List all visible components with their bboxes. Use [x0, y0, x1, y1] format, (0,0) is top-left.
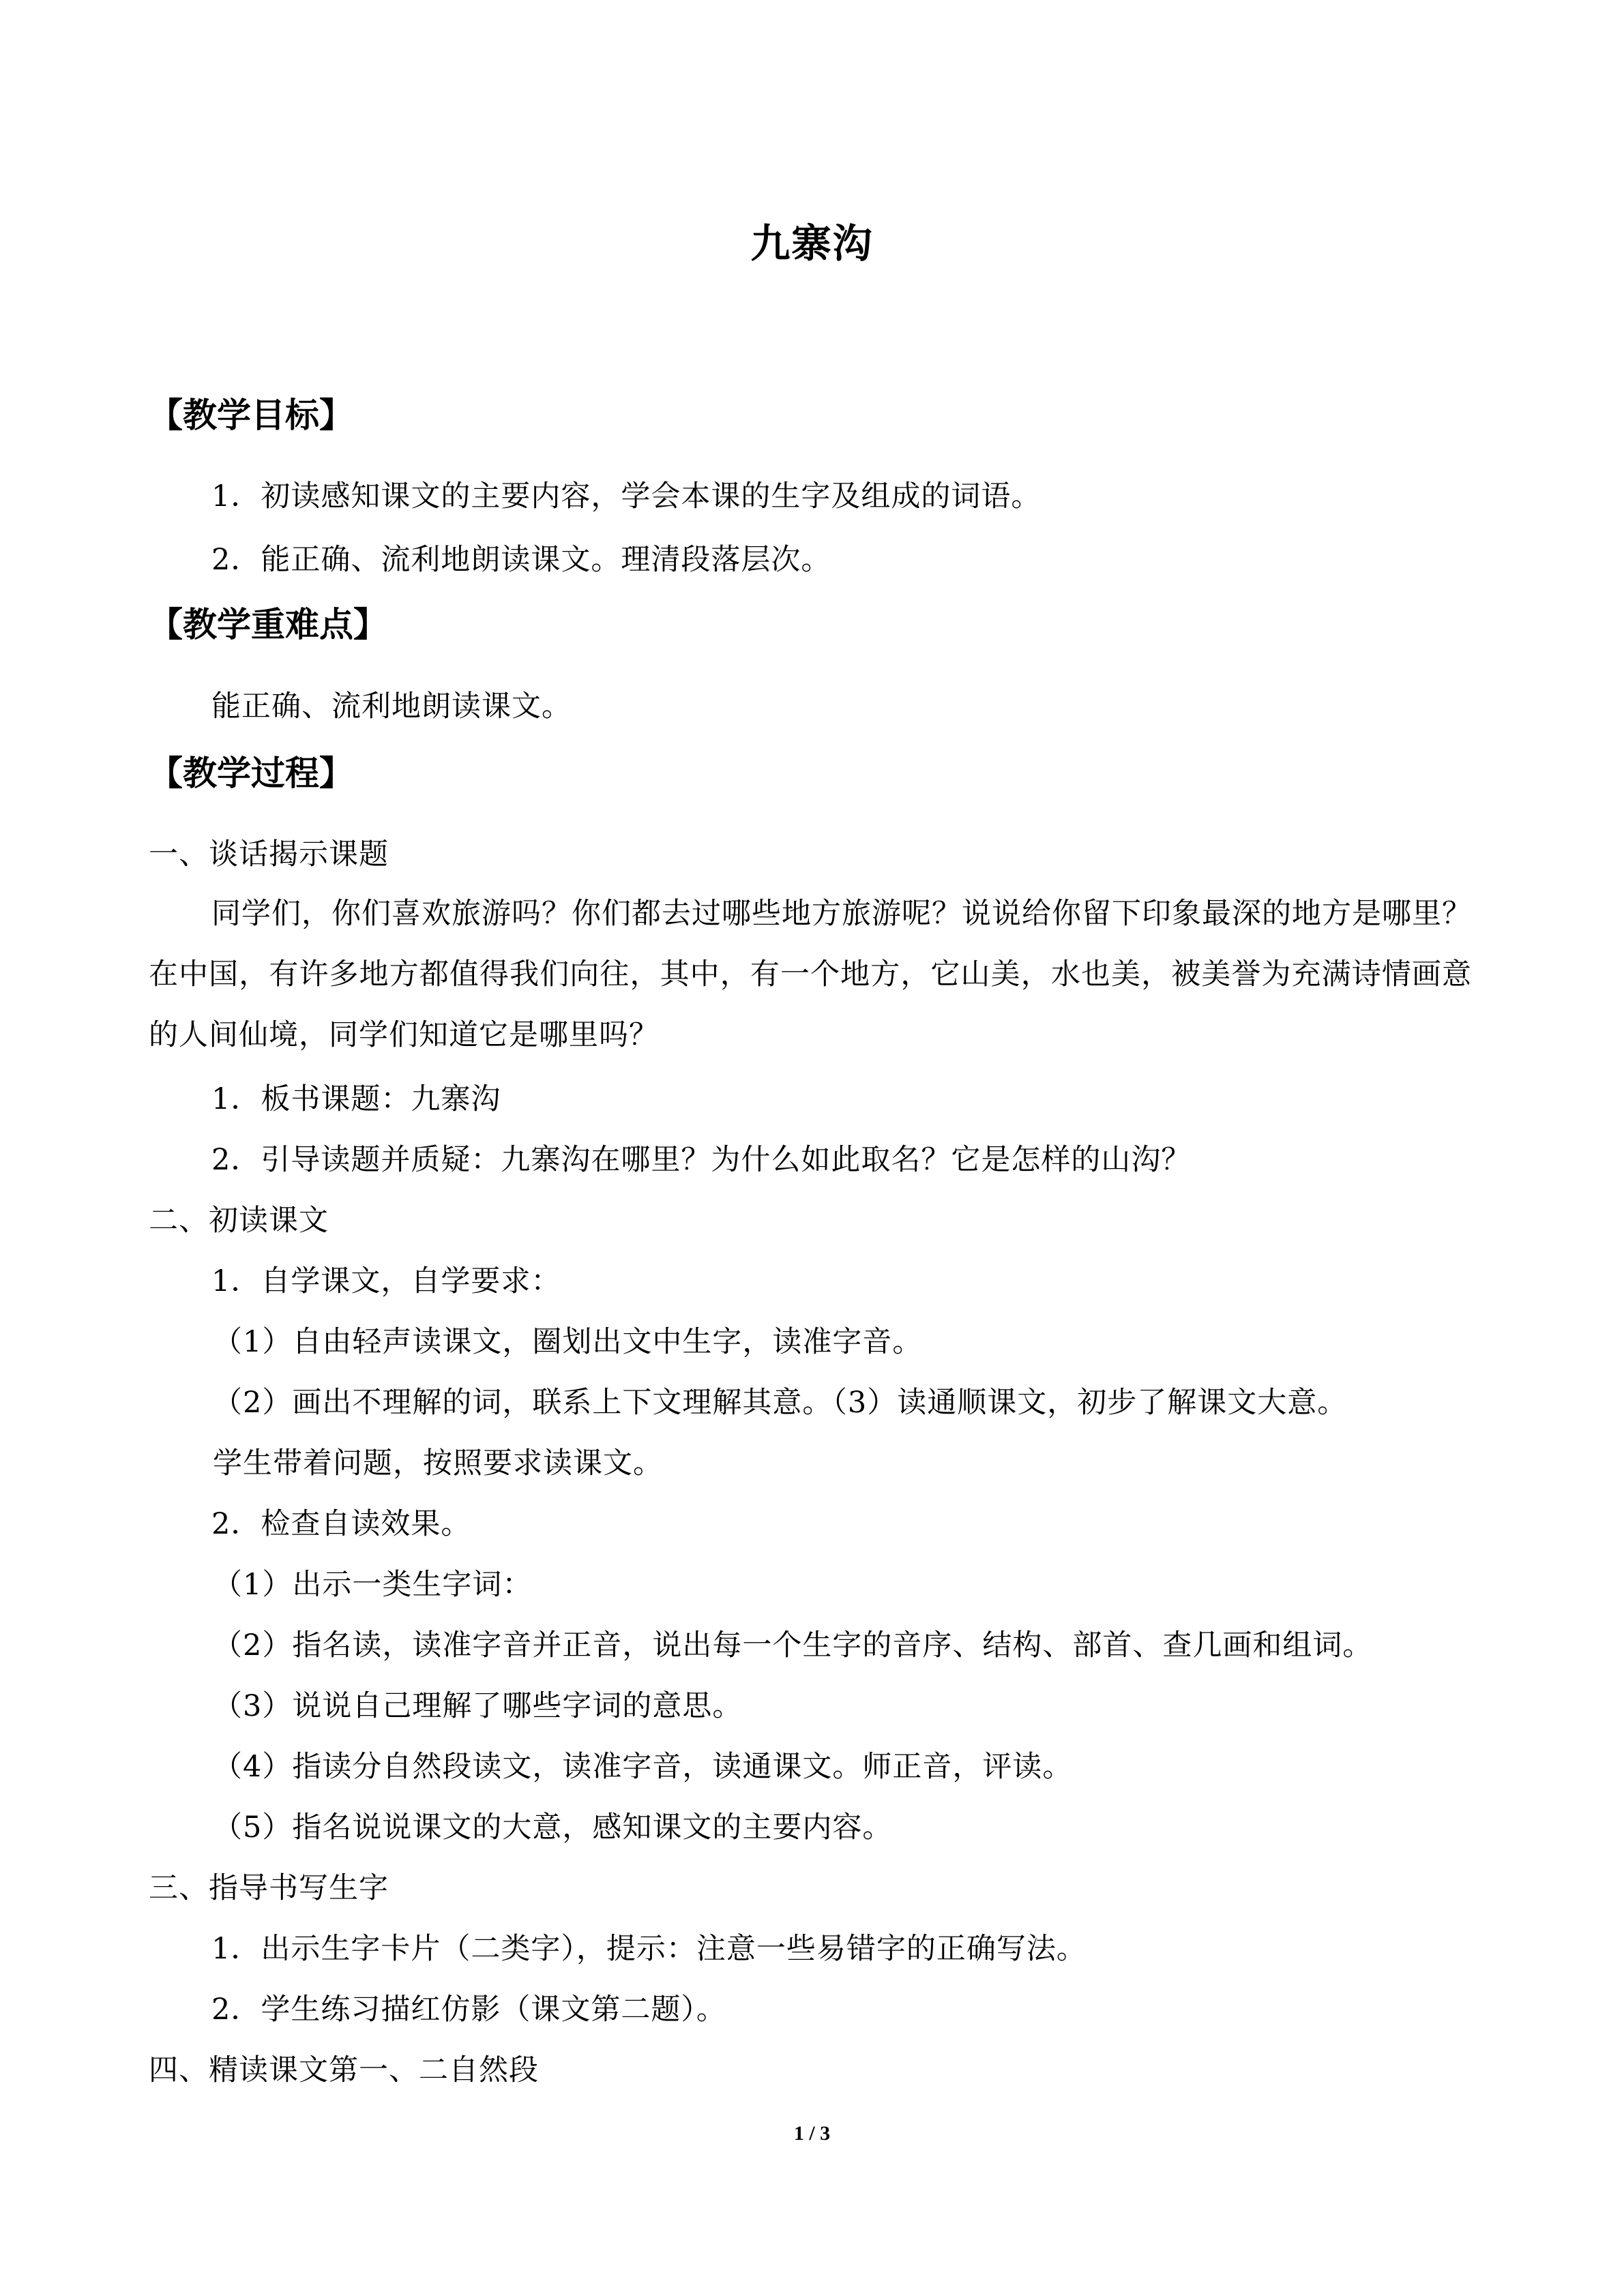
process-subitem: （1）自由轻声读课文，圈划出文中生字，读准字音。: [213, 1325, 923, 1359]
process-item: 2．引导读题并质疑：九寨沟在哪里？为什么如此取名？它是怎样的山沟？: [211, 1143, 1192, 1177]
process-subitem: 学生带着问题，按照要求读课文。: [213, 1446, 663, 1480]
objective-item: 1．初读感知课文的主要内容，学会本课的生字及组成的词语。: [211, 479, 1042, 513]
process-item: 2．检查自读效果。: [211, 1507, 471, 1541]
process-part-heading: 三、指导书写生字: [149, 1871, 389, 1905]
process-subitem: （4）指读分自然段读文，读准字音，读通课文。师正音，评读。: [213, 1750, 1073, 1784]
process-subitem: （1）出示一类生字词：: [213, 1568, 533, 1602]
process-subitem: （2）指名读，读准字音并正音，说出每一个生字的音序、结构、部首、查几画和组词。: [213, 1628, 1373, 1663]
process-subitem: （3）说说自己理解了哪些字词的意思。: [213, 1689, 743, 1723]
process-subitem: （5）指名说说课文的大意，感知课文的主要内容。: [213, 1810, 893, 1845]
page-indicator: 1 / 3: [793, 2122, 831, 2145]
process-item: 1．自学课文，自学要求：: [211, 1264, 561, 1298]
process-part-heading: 一、谈话揭示课题: [149, 837, 389, 871]
process-item: 2．学生练习描红仿影（课文第二题）。: [211, 1993, 726, 2027]
intro-paragraph: 同学们，你们喜欢旅游吗？你们都去过哪些地方旅游呢？说说给你留下印象最深的地方是哪里？在中国，有许多地方都值得我们向往，其中，有一个地方，它山美，水也美，被美誉为充满诗情画意的人间仙境，同学们知道它是哪里吗？: [149, 897, 1472, 1052]
section-heading-objectives: 【教学目标】: [149, 396, 353, 435]
process-item: 1．板书课题：九寨沟: [211, 1082, 501, 1116]
section-heading-process: 【教学过程】: [149, 754, 353, 793]
key-points-text: 能正确、流利地朗读课文。: [211, 689, 572, 724]
process-part-heading: 四、精读课文第一、二自然段: [149, 2053, 539, 2087]
process-subitem: （2）画出不理解的词，联系上下文理解其意。（3）读通顺课文，初步了解课文大意。: [213, 1386, 1348, 1420]
process-part-heading: 二、初读课文: [149, 1204, 329, 1238]
section-heading-key-points: 【教学重难点】: [149, 605, 387, 644]
process-item: 1．出示生字卡片（二类字），提示：注意一些易错字的正确写法。: [211, 1932, 1087, 1966]
objective-item: 2．能正确、流利地朗读课文。理清段落层次。: [211, 543, 831, 577]
document-title: 九寨沟: [750, 220, 874, 267]
